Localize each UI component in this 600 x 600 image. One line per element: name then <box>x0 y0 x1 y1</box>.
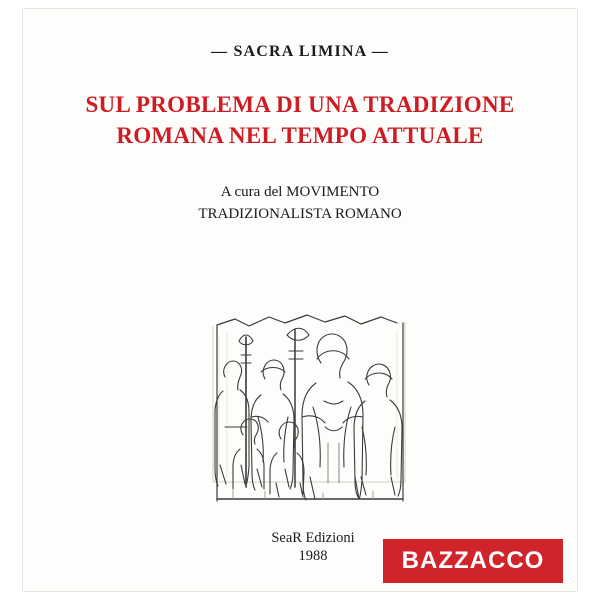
publisher-info <box>233 529 393 565</box>
publication-year: 1988 <box>298 548 328 565</box>
publisher-name: SeaR Edizioni <box>271 530 355 546</box>
roman-relief-illustration <box>173 267 443 515</box>
title-line-1: SUL PROBLEMA DI UNA TRADIZIONE <box>85 92 515 117</box>
logo-text: BAZZACCO <box>401 547 545 574</box>
page-title <box>63 89 537 151</box>
editor-credit <box>23 182 577 226</box>
credit-line-2: TRADIZIONALISTA ROMANO <box>198 205 402 222</box>
credit-line-1: A cura del MOVIMENTO <box>220 184 380 200</box>
title-line-2: ROMANA NEL TEMPO ATTUALE <box>116 123 484 149</box>
bazzacco-logo-badge <box>383 539 563 583</box>
cover-sheet <box>22 8 578 592</box>
series-title: — SACRA LIMINA — <box>211 43 389 60</box>
